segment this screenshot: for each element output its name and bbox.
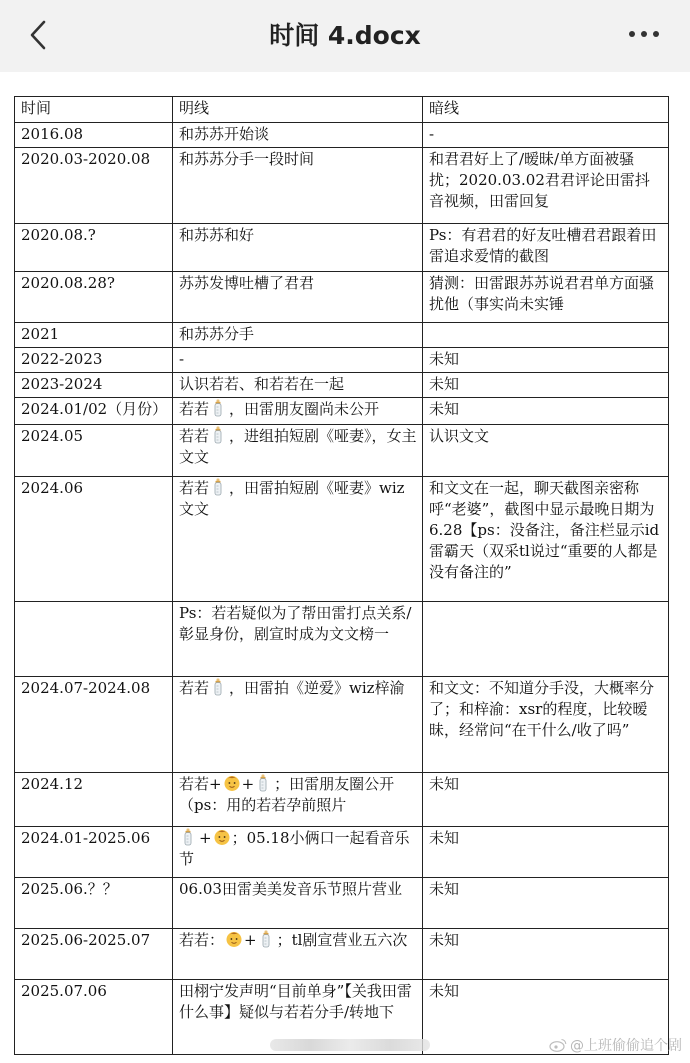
main-text-part: ；05.18小俩口一起看音乐节 <box>179 829 410 868</box>
time-cell: 2020.08.28? <box>15 272 173 323</box>
hidden-line-cell: - <box>423 123 669 148</box>
baby-bottle-icon <box>258 930 276 948</box>
top-bar <box>0 0 690 72</box>
main-line-cell <box>173 477 423 602</box>
baby-face-icon <box>213 828 231 846</box>
table-row <box>15 373 669 398</box>
main-line-cell <box>173 677 423 773</box>
hidden-line-cell <box>423 602 669 677</box>
time-cell: 2016.08 <box>15 123 173 148</box>
main-text-part: + <box>244 931 257 949</box>
baby-face-icon <box>223 774 241 792</box>
hidden-line-cell: 未知 <box>423 980 669 1055</box>
hidden-line-cell <box>423 323 669 348</box>
main-line-cell: - <box>173 348 423 373</box>
time-cell <box>15 602 173 677</box>
baby-bottle-icon <box>255 774 273 792</box>
time-cell: 2024.01/02（月份） <box>15 398 173 425</box>
main-line-cell: 和苏苏分手 <box>173 323 423 348</box>
hidden-line-cell: 未知 <box>423 348 669 373</box>
table-row <box>15 929 669 980</box>
weibo-icon <box>549 1038 567 1052</box>
main-line-cell <box>173 398 423 425</box>
column-header-hidden-line: 暗线 <box>423 97 669 123</box>
time-cell: 2023-2024 <box>15 373 173 398</box>
time-cell: 2025.06.？？ <box>15 878 173 929</box>
time-cell: 2025.07.06 <box>15 980 173 1055</box>
main-text-part: ，田雷朋友圈尚未公开 <box>229 400 380 418</box>
time-cell: 2020.08.? <box>15 224 173 272</box>
hidden-line-cell: 未知 <box>423 773 669 827</box>
baby-face-icon <box>225 930 243 948</box>
hidden-line-cell: 未知 <box>423 878 669 929</box>
hidden-line-cell: 未知 <box>423 929 669 980</box>
hidden-line-cell: 未知 <box>423 373 669 398</box>
main-text-part: 若若： <box>179 931 225 949</box>
time-cell: 2024.07-2024.08 <box>15 677 173 773</box>
table-row <box>15 878 669 929</box>
hidden-line-cell: 和君君好上了/暧昧/单方面被骚扰；2020.03.02君君评论田雷抖音视频，田雷回复 <box>423 148 669 224</box>
table-row <box>15 602 669 677</box>
main-text-part: ，田雷拍短剧《哑妻》wiz文文 <box>179 479 405 518</box>
main-line-cell: 田栩宁发声明“目前单身”【关我田雷什么事】疑似与若若分手/转地下 <box>173 980 423 1055</box>
main-line-cell: 苏苏发博吐槽了君君 <box>173 272 423 323</box>
main-text-part: 若若 <box>179 479 210 497</box>
table-row <box>15 398 669 425</box>
time-cell: 2024.12 <box>15 773 173 827</box>
time-cell: 2024.01-2025.06 <box>15 827 173 878</box>
main-text-part: ；tl剧宣营业五六次 <box>276 931 408 949</box>
table-row <box>15 773 669 827</box>
time-cell: 2021 <box>15 323 173 348</box>
time-cell: 2025.06-2025.07 <box>15 929 173 980</box>
time-cell: 2024.06 <box>15 477 173 602</box>
main-line-cell: 和苏苏开始谈 <box>173 123 423 148</box>
timeline-table <box>14 96 669 1055</box>
main-line-cell <box>173 425 423 477</box>
main-line-cell: Ps：若若疑似为了帮田雷打点关系/彰显身份，剧宣时成为文文榜一 <box>173 602 423 677</box>
document-body <box>0 72 690 1063</box>
column-header-time: 时间 <box>15 97 173 123</box>
baby-bottle-icon <box>210 678 228 696</box>
table-row <box>15 425 669 477</box>
main-line-cell: 06.03田雷美美发音乐节照片营业 <box>173 878 423 929</box>
main-line-cell: 认识若若、和若若在一起 <box>173 373 423 398</box>
main-text-part: 若若 <box>179 679 210 697</box>
main-text-part: + <box>241 775 255 793</box>
main-text-part: 若若 <box>179 427 210 445</box>
hidden-line-cell: 未知 <box>423 827 669 878</box>
main-text-part: 若若 <box>179 400 210 418</box>
hidden-line-cell: 和文文：不知道分手没，大概率分了；和梓渝：xsr的程度，比较暧昧，经常问“在干什么/收了吗” <box>423 677 669 773</box>
table-row <box>15 148 669 224</box>
blurred-overlay <box>270 1039 430 1051</box>
column-header-main-line: 明线 <box>173 97 423 123</box>
hidden-line-cell: 未知 <box>423 398 669 425</box>
table-row <box>15 123 669 148</box>
main-text-part: ，进组拍短剧《哑妻》，女主文文 <box>179 427 417 466</box>
table-row <box>15 477 669 602</box>
main-line-cell <box>173 929 423 980</box>
table-row <box>15 677 669 773</box>
main-text-part: 若若+ <box>179 775 222 793</box>
main-line-cell: 和苏苏分手一段时间 <box>173 148 423 224</box>
main-text-part: ，田雷拍《逆爱》wiz梓渝 <box>229 679 405 697</box>
baby-bottle-icon <box>210 399 228 417</box>
table-row <box>15 323 669 348</box>
time-cell: 2024.05 <box>15 425 173 477</box>
hidden-line-cell: 认识文文 <box>423 425 669 477</box>
document-title: 时间 4.docx <box>269 21 421 50</box>
watermark <box>549 1035 682 1055</box>
main-line-cell <box>173 827 423 878</box>
table-header-row <box>15 97 669 123</box>
table-row <box>15 224 669 272</box>
main-line-cell <box>173 773 423 827</box>
table-row <box>15 827 669 878</box>
baby-bottle-icon <box>210 478 228 496</box>
time-cell: 2022-2023 <box>15 348 173 373</box>
baby-bottle-icon <box>180 828 198 846</box>
table-row <box>15 348 669 373</box>
main-line-cell: 和苏苏和好 <box>173 224 423 272</box>
watermark-text: @上班偷偷追个剧 <box>570 1038 682 1054</box>
more-options-icon[interactable] <box>626 24 662 44</box>
hidden-line-cell: 和文文在一起，聊天截图亲密称呼“老婆”，截图中显示最晚日期为6.28【ps：没备注，备注栏显示id雷霸天（双采tl说过“重要的人都是没有备注的” <box>423 477 669 602</box>
hidden-line-cell: Ps：有君君的好友吐槽君君跟着田雷追求爱情的截图 <box>423 224 669 272</box>
baby-bottle-icon <box>210 426 228 444</box>
hidden-line-cell: 猜测：田雷跟苏苏说君君单方面骚扰他（事实尚未实锤 <box>423 272 669 323</box>
time-cell: 2020.03-2020.08 <box>15 148 173 224</box>
table-row <box>15 272 669 323</box>
main-text-part: + <box>199 829 212 847</box>
main-text-part: ；田雷朋友圈公开（ps：用的若若孕前照片 <box>179 775 395 814</box>
